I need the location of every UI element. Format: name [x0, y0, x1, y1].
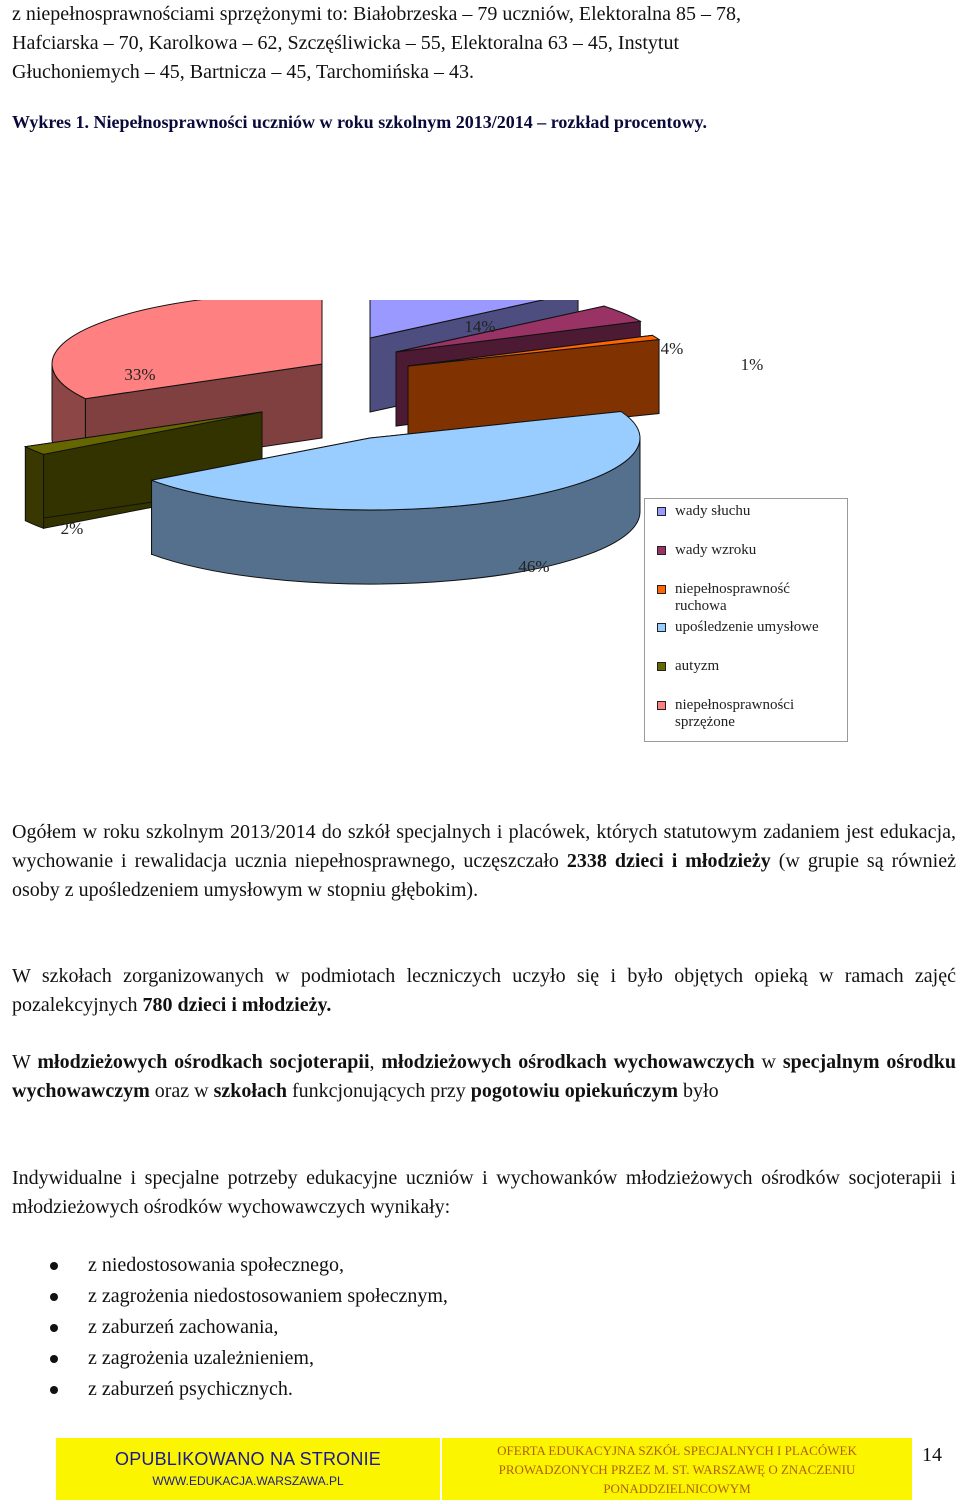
footer-offer-line-1: OFERTA EDUKACYJNA SZKÓŁ SPECJALNYCH I PLACÓWEK [497, 1443, 857, 1458]
footer-offer-box [442, 1438, 912, 1500]
pie-data-label: 33% [124, 365, 156, 384]
needs-list [48, 1250, 448, 1405]
intro-line-1: z niepełnosprawnościami sprzężonymi to: Białobrzeska – 79 uczniów, Elektoralna 85 – 78, [12, 3, 742, 25]
total-students-value: 2338 dzieci i młodzieży [566, 850, 771, 872]
legend-swatch [657, 585, 666, 594]
list-item: z zagrożenia niedostosowaniem społecznym, [48, 1281, 448, 1312]
paragraph-total-students: Ogółem w roku szkolnym 2013/2014 do szkół specjalnych i placówek, których statutowym zadaniem jest edukacja, wychowanie i rewalidacja ucznia niepełnosprawnego, uczęszczało 2338 dzieci i młodzieży (w grupie są również osoby z upośledzeniem umysłowym w stopniu głębokim). [12, 821, 956, 901]
pie-data-label: 1% [740, 355, 764, 374]
footer-published-label: OPUBLIKOWANO NA STRONIE [115, 1449, 381, 1469]
legend-swatch [657, 546, 666, 555]
paragraph-special-needs: Indywidualne i specjalne potrzeby edukacyjne uczniów i wychowanków młodzieżowych ośrodków socjoterapii i młodzieżowych ośrodków wychowawczych wynikały: [12, 1167, 956, 1218]
footer-offer-line-3: PONADDZIELNICOWYM [603, 1481, 751, 1496]
bullet-icon [50, 1324, 58, 1332]
legend-swatch [657, 701, 666, 710]
page-footer [0, 1438, 960, 1504]
pie-data-label: 4% [660, 339, 684, 358]
bullet-icon [50, 1262, 58, 1270]
bullet-icon [50, 1355, 58, 1363]
pie-data-label: 2% [60, 519, 84, 538]
footer-website-link[interactable]: WWW.EDUKACJA.WARSZAWA.PL [152, 1474, 344, 1488]
intro-line-3: Głuchoniemych – 45, Bartnicza – 45, Tarchomińska – 43. [12, 61, 475, 83]
legend-label: upośledzenie umysłowe [675, 619, 819, 635]
list-item: z niedostosowania społecznego, [48, 1250, 448, 1281]
chart-caption: Wykres 1. Niepełnosprawności uczniów w roku szkolnym 2013/2014 – rozkład procentowy. [12, 112, 708, 132]
intro-line-2: Hafciarska – 70, Karolkowa – 62, Szczęśliwicka – 55, Elektoralna 63 – 45, Instytut [12, 32, 680, 54]
pie-data-label: 46% [518, 557, 550, 576]
pie-data-label: 14% [464, 317, 496, 336]
chart-legend [644, 498, 848, 742]
list-item: z zagrożenia uzależnieniem, [48, 1343, 448, 1374]
paragraph-hospital-schools: W szkołach zorganizowanych w podmiotach leczniczych uczyło się i było objętych opieką w ramach zajęć pozalekcyjnych 780 dzieci i młodzieży. [12, 965, 956, 1016]
legend-swatch [657, 662, 666, 671]
list-item: z zaburzeń psychicznych. [48, 1374, 448, 1405]
legend-label: niepełnosprawności sprzężone [675, 697, 795, 730]
legend-label: niepełnosprawność ruchowa [675, 581, 790, 614]
bullet-icon [50, 1386, 58, 1394]
footer-offer-line-2: PROWADZONYCH PRZEZ M. ST. WARSZAWĘ O ZNACZENIU [498, 1462, 856, 1477]
paragraph-youth-centers: W młodzieżowych ośrodkach socjoterapii, młodzieżowych ośrodkach wychowawczych w specjalnym ośrodku wychowawczym oraz w szkołach funkcjonujących przy pogotowiu opiekuńczym było [12, 1051, 956, 1102]
legend-label: wady słuchu [675, 503, 751, 519]
hospital-students-value: 780 dzieci i młodzieży. [142, 994, 332, 1016]
list-item: z zaburzeń zachowania, [48, 1312, 448, 1343]
legend-swatch [657, 507, 666, 516]
legend-label: autyzm [675, 658, 720, 674]
page-number: 14 [922, 1444, 942, 1466]
footer-published-box [56, 1438, 440, 1500]
legend-swatch [657, 623, 666, 632]
bullet-icon [50, 1293, 58, 1301]
legend-label: wady wzroku [675, 542, 757, 558]
